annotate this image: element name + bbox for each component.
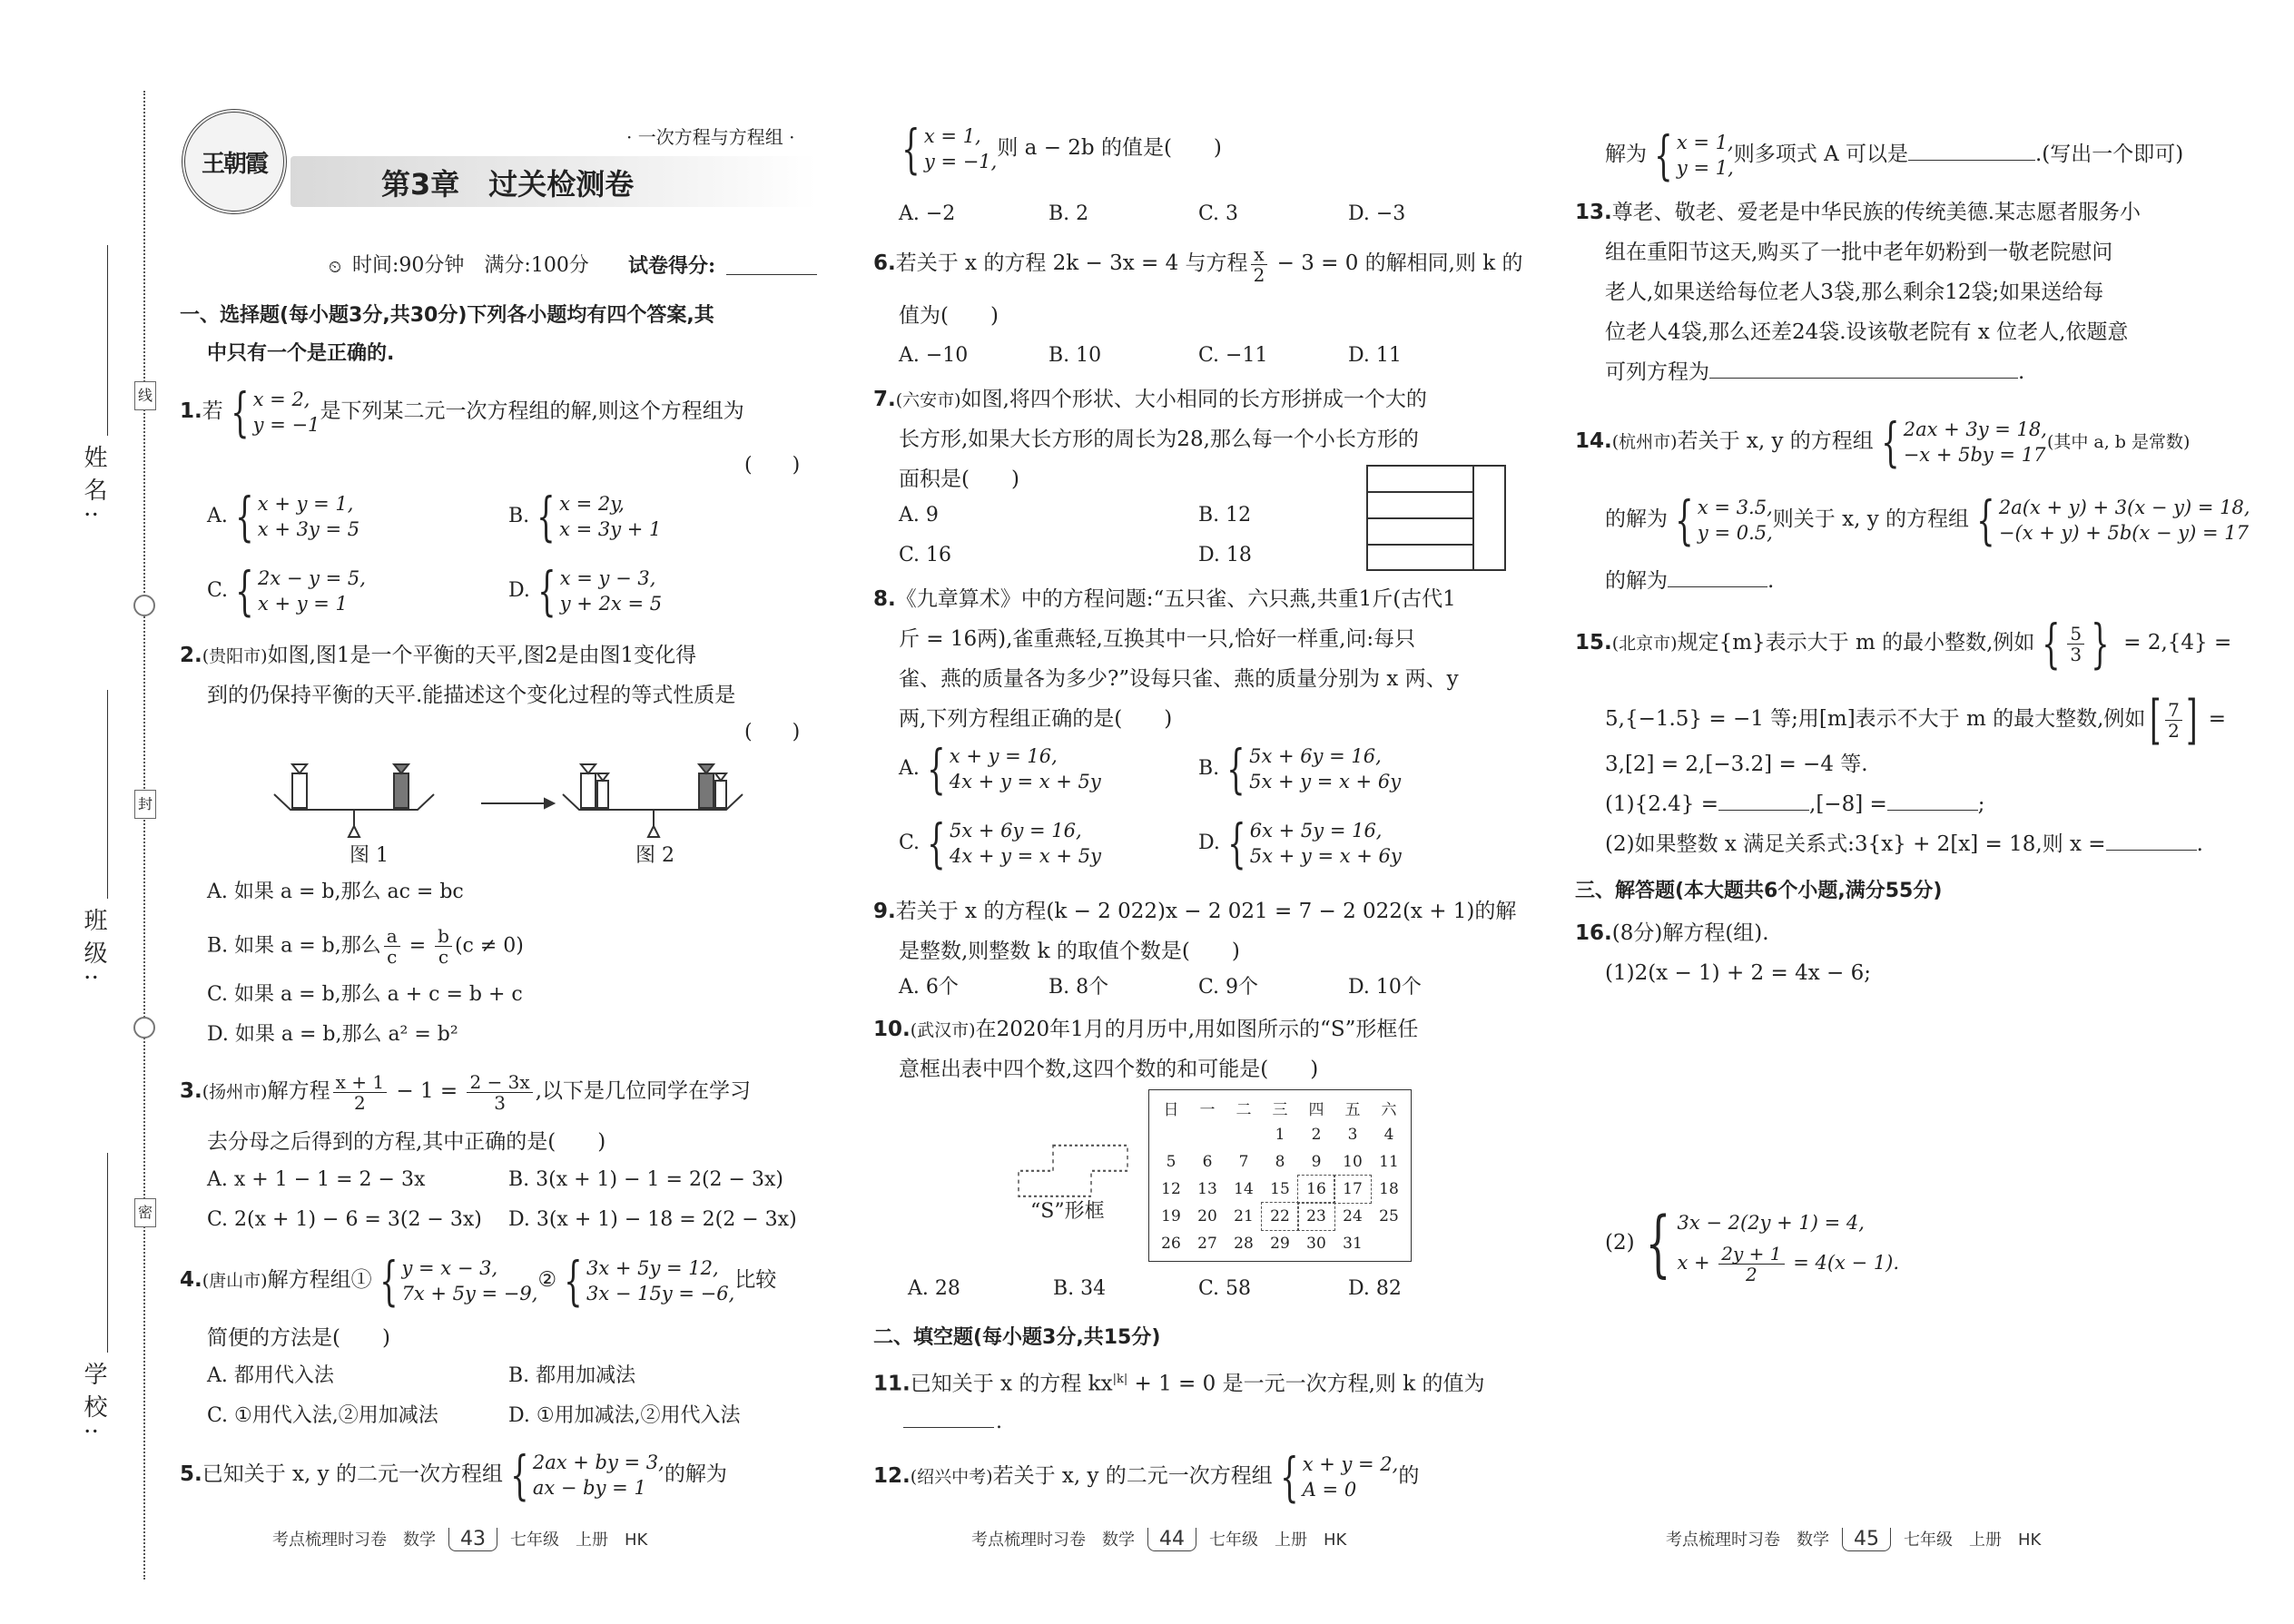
q13-stem-4: 位老人4袋,那么还差24袋.设该敬老院有 x 位老人,依题意 — [1605, 320, 2129, 344]
brand-logo-text: 王朝霞 — [201, 150, 267, 178]
q1-answer-paren[interactable]: ( ) — [744, 454, 801, 477]
section3-title: 三、解答题(本大题共6个小题,满分55分) — [1575, 880, 1943, 902]
q6-stem-2: 值为( ) — [899, 304, 999, 328]
q4-stem: 4.(唐山市)解方程组① { y = x − 3, 7x + 5y = −9, ② { 3x + 5y = 12, 3x − 15y = −6, 比较 — [180, 1250, 777, 1312]
q2-option-d[interactable]: D. 如果 a = b,那么 a² = b² — [207, 1023, 458, 1046]
q7-option-d[interactable]: D. 18 — [1198, 544, 1252, 566]
q11-answer-blank[interactable] — [903, 1427, 994, 1428]
q2-option-b[interactable]: B. 如果 a = b,那么 $\frac{a}{c}$ = $\frac{b}{c}$ (c ≠ 0) — [207, 925, 524, 968]
calendar-row: 12 13 14 15 16 17 18 — [1153, 1176, 1407, 1203]
q12-stem: 12.(绍兴中考)若关于 x, y 的二元一次方程组 { x + y = 2, A = 0 的 — [873, 1446, 1420, 1508]
q2-option-a[interactable]: A. 如果 a = b,那么 ac = bc — [207, 881, 464, 903]
balance-2 — [563, 764, 743, 837]
q12-continued: 解为 { x = 1, y = 1, 则多项式 A 可以是 .(写出一个即可) — [1605, 124, 2184, 186]
seal-char-line: 线 — [134, 381, 156, 410]
q3-stem: 3.(扬州市)解方程 $\frac{x + 1}{2}$ − 1 = $\frac{2 - 3x}{3}$ ,以下是几位同学在学习 — [180, 1070, 751, 1114]
q13-stem: 13.尊老、敬老、爱老是中华民族的传统美德.某志愿者服务小 — [1575, 201, 2141, 224]
q8-option-b[interactable]: B. { 5x + 6y = 16, 5x + y = x + 6y — [1198, 738, 1402, 800]
q9-option-b[interactable]: B. 8个 — [1049, 976, 1109, 999]
q8-stem-3: 雀、燕的质量各为多少?”设每只雀、燕的质量分别为 x 两、y — [899, 667, 1459, 691]
q4-option-c[interactable]: C. ①用代入法,②用加减法 — [207, 1404, 438, 1427]
q10-stem: 10.(武汉市)在2020年1月的月历中,用如图所示的“S”形框任 — [873, 1018, 1419, 1041]
balance-figure — [272, 753, 781, 853]
class-field[interactable] — [107, 690, 108, 899]
q8-stem-2: 斤 = 16两),雀重燕轻,互换其中一只,恰好一样重,问:每只 — [899, 627, 1416, 651]
rectangle-figure — [1366, 465, 1507, 572]
seal-char-close: 密 — [134, 1198, 156, 1227]
q13-stem-3: 老人,如果送给每位老人3袋,那么剩余12袋;如果送给每 — [1605, 281, 2104, 304]
q6-option-a[interactable]: A. −10 — [899, 344, 969, 367]
balance-1 — [274, 764, 434, 837]
q4-option-d[interactable]: D. ①用加减法,②用代入法 — [508, 1404, 741, 1427]
footer-page-44: 考点梳理时习卷 数学 44 七年级 上册 HK — [971, 1528, 1347, 1550]
brand-logo — [182, 109, 287, 214]
q1-option-a[interactable]: A. { x + y = 1, x + 3y = 5 — [207, 486, 360, 547]
section2-title: 二、填空题(每小题3分,共15分) — [873, 1326, 1161, 1349]
q14-answer-blank[interactable] — [1668, 586, 1767, 587]
q16-part2: (2) { 3x − 2(2y + 1) = 4, x + $\frac{2y + 1}{2}$ = 4(x − 1). — [1605, 1201, 1900, 1285]
school-field[interactable] — [107, 1153, 108, 1353]
q7-option-b[interactable]: B. 12 — [1198, 504, 1252, 527]
q11-stem: 11.已知关于 x 的方程 $kx^{|k|} + 1 = 0$ 是一元一次方程,则 k 的值为 — [873, 1372, 1485, 1396]
q14-stem-2: 的解为 { x = 3.5, y = 0.5, 则关于 x, y 的方程组 { 2a(x + y) + 3(x − y) = 18, −(x + y) + 5b(x − y) = 17 — [1605, 489, 2250, 551]
q5-stem: 5.已知关于 x, y 的二元一次方程组 { 2ax + by = 3, ax − by = 1 的解为 — [180, 1444, 727, 1506]
binding-line — [143, 91, 145, 1580]
name-label: 姓名: — [80, 445, 107, 527]
q1-stem: 1.若 { x = 2, y = −1 是下列某二元一次方程组的解,则这个方程组为 — [180, 381, 744, 443]
q8-option-c[interactable]: C. { 5x + 6y = 16, 4x + y = x + 5y — [899, 812, 1101, 874]
s-frame-label: “S”形框 — [1030, 1200, 1105, 1223]
q8-option-a[interactable]: A. { x + y = 16, 4x + y = x + 5y — [899, 738, 1101, 800]
q9-option-c[interactable]: C. 9个 — [1198, 976, 1259, 999]
q15-stem: 15.(北京市)规定{m}表示大于 m 的最小整数,例如 { $\frac{5}{3}$ } = 2,{4} = — [1575, 613, 2232, 674]
q15-part1: (1){2.4} = ,[−8] = ; — [1605, 792, 1985, 816]
calendar-row: 19 20 21 22 23 24 25 — [1153, 1203, 1407, 1230]
q6-option-c[interactable]: C. −11 — [1198, 344, 1268, 367]
q9-option-a[interactable]: A. 6个 — [899, 976, 959, 999]
q9-stem-2: 是整数,则整数 k 的取值个数是( ) — [899, 940, 1240, 963]
q4-option-a[interactable]: A. 都用代入法 — [207, 1364, 334, 1387]
q16-part1: (1)2(x − 1) + 2 = 4x − 6; — [1605, 961, 1871, 985]
q7-option-c[interactable]: C. 16 — [899, 544, 952, 566]
seal-ornament-1 — [133, 595, 155, 616]
q8-option-d[interactable]: D. { 6x + 5y = 16, 5x + y = x + 6y — [1198, 812, 1402, 874]
q6-option-d[interactable]: D. 11 — [1348, 344, 1402, 367]
fig1-caption: 图 1 — [350, 844, 389, 867]
clock-icon: ⏲ — [329, 258, 342, 277]
q2-stem: 2.(贵阳市)如图,图1是一个平衡的天平,图2是由图1变化得 — [180, 644, 697, 667]
exam-meta: 时间:90分钟 满分:100分 — [352, 254, 589, 277]
footer-page-45: 考点梳理时习卷 数学 45 七年级 上册 HK — [1666, 1528, 2042, 1550]
q2-answer-paren[interactable]: ( ) — [744, 721, 801, 743]
calendar-header-row: 日 一 二 三 四 五 六 — [1163, 1100, 1397, 1119]
q7-stem-2: 长方形,如果大长方形的周长为28,那么每一个小长方形的 — [899, 428, 1419, 451]
q10-option-a[interactable]: A. 28 — [908, 1277, 960, 1300]
school-label: 学校: — [80, 1362, 107, 1444]
q2-stem-2: 到的仍保持平衡的天平.能描述这个变化过程的等式性质是 — [207, 684, 736, 707]
q12-answer-blank[interactable] — [1908, 160, 2035, 161]
seal-ornament-2 — [133, 1017, 155, 1038]
q10-option-d[interactable]: D. 82 — [1348, 1277, 1402, 1300]
q6-stem: 6.若关于 x 的方程 2k − 3x = 4 与方程 $\frac{x}{2}$ − 3 = 0 的解相同,则 k 的 — [873, 242, 1523, 286]
q3-option-b[interactable]: B. 3(x + 1) − 1 = 2(2 − 3x) — [508, 1168, 783, 1191]
q4-stem-2: 简便的方法是( ) — [207, 1326, 390, 1350]
q15-stem-3: 3,[2] = 2,[−3.2] = −4 等. — [1605, 753, 1868, 776]
q15-blank-3[interactable] — [2106, 850, 2197, 851]
q16-stem: 16.(8分)解方程(组). — [1575, 921, 1769, 945]
section1-title-2: 中只有一个是正确的. — [207, 342, 395, 365]
q2-option-c[interactable]: C. 如果 a = b,那么 a + c = b + c — [207, 983, 523, 1006]
q7-stem-3: 面积是( ) — [899, 468, 1019, 491]
score-label: 试卷得分: — [628, 254, 716, 278]
chapter-title: 第3章 过关检测卷 — [381, 167, 635, 202]
q1-option-c[interactable]: C. { 2x − y = 5, x + y = 1 — [207, 560, 366, 622]
q15-stem-2: 5,{−1.5} = −1 等;用[m]表示不大于 m 的最大整数,例如 [ $\frac{7}{2}$ ] = — [1605, 689, 2227, 751]
q7-option-a[interactable]: A. 9 — [899, 504, 939, 527]
q4-option-b[interactable]: B. 都用加减法 — [508, 1364, 636, 1387]
q5-continued: { x = 1, y = −1, 则 a − 2b 的值是( ) — [901, 118, 1222, 180]
q1-option-d[interactable]: D. { x = y − 3, y + 2x = 5 — [508, 560, 663, 622]
q3-option-a[interactable]: A. x + 1 − 1 = 2 − 3x — [207, 1168, 426, 1191]
calendar-row: 26 27 28 29 30 31 — [1161, 1235, 1363, 1253]
q13-answer-blank[interactable] — [1709, 378, 2018, 379]
q8-stem: 8.《九章算术》中的方程问题:“五只雀、六只燕,共重1斤(古代1 — [873, 587, 1456, 611]
q14-stem-3: 的解为 . — [1605, 569, 1775, 593]
calendar-row: 5 6 7 8 9 10 11 — [1166, 1153, 1399, 1171]
q9-option-d[interactable]: D. 10个 — [1348, 976, 1422, 999]
q10-option-c[interactable]: C. 58 — [1198, 1277, 1252, 1300]
q15-blank-1[interactable] — [1718, 810, 1809, 811]
q9-stem: 9.若关于 x 的方程(k − 2 022)x − 2 021 = 7 − 2 022(x + 1)的解 — [873, 900, 1517, 923]
q5-option-c[interactable]: C. 3 — [1198, 202, 1239, 225]
series-tag: · 一次方程与方程组 · — [626, 126, 795, 148]
q13-stem-2: 组在重阳节这天,购买了一批中老年奶粉到一敬老院慰问 — [1605, 241, 2113, 264]
q8-stem-4: 两,下列方程组正确的是( ) — [899, 707, 1173, 731]
calendar-table — [1148, 1089, 1412, 1262]
q5-option-b[interactable]: B. 2 — [1049, 202, 1089, 225]
q11-period: . — [996, 1411, 1002, 1433]
q7-stem: 7.(六安市)如图,将四个形状、大小相同的长方形拼成一个大的 — [873, 388, 1427, 411]
q10-stem-2: 意框出表中四个数,这四个数的和可能是( ) — [899, 1058, 1319, 1081]
q13-stem-5: 可列方程为 . — [1605, 360, 2025, 384]
class-label: 班级: — [80, 908, 107, 990]
q15-blank-2[interactable] — [1887, 810, 1978, 811]
q3-option-c[interactable]: C. 2(x + 1) − 6 = 3(2 − 3x) — [207, 1208, 482, 1231]
name-field[interactable] — [107, 245, 108, 436]
q6-option-b[interactable]: B. 10 — [1049, 344, 1102, 367]
arrow — [481, 799, 554, 808]
q1-option-b[interactable]: B. { x = 2y, x = 3y + 1 — [508, 486, 662, 547]
s-frame-figure — [1017, 1139, 1135, 1207]
score-field[interactable] — [726, 274, 817, 275]
section1-title: 一、选择题(每小题3分,共30分)下列各小题均有四个答案,其 — [180, 304, 714, 327]
footer-page-43: 考点梳理时习卷 数学 43 七年级 上册 HK — [272, 1528, 648, 1550]
q5-option-d[interactable]: D. −3 — [1348, 202, 1406, 225]
calendar-row: 1 2 3 4 — [1275, 1126, 1394, 1144]
q10-option-b[interactable]: B. 34 — [1053, 1277, 1107, 1300]
q15-part2: (2)如果整数 x 满足关系式:3{x} + 2[x] = 18,则 x = . — [1605, 832, 2203, 856]
q5-option-a[interactable]: A. −2 — [899, 202, 956, 225]
seal-char-seal: 封 — [134, 790, 156, 819]
q3-stem-2: 去分母之后得到的方程,其中正确的是( ) — [207, 1130, 606, 1154]
q14-stem: 14.(杭州市)若关于 x, y 的方程组 { 2ax + 3y = 18, −x + 5by = 17 (其中 a, b 是常数) — [1575, 411, 2191, 473]
fig2-caption: 图 2 — [635, 844, 674, 867]
q3-option-d[interactable]: D. 3(x + 1) − 18 = 2(2 − 3x) — [508, 1208, 797, 1231]
